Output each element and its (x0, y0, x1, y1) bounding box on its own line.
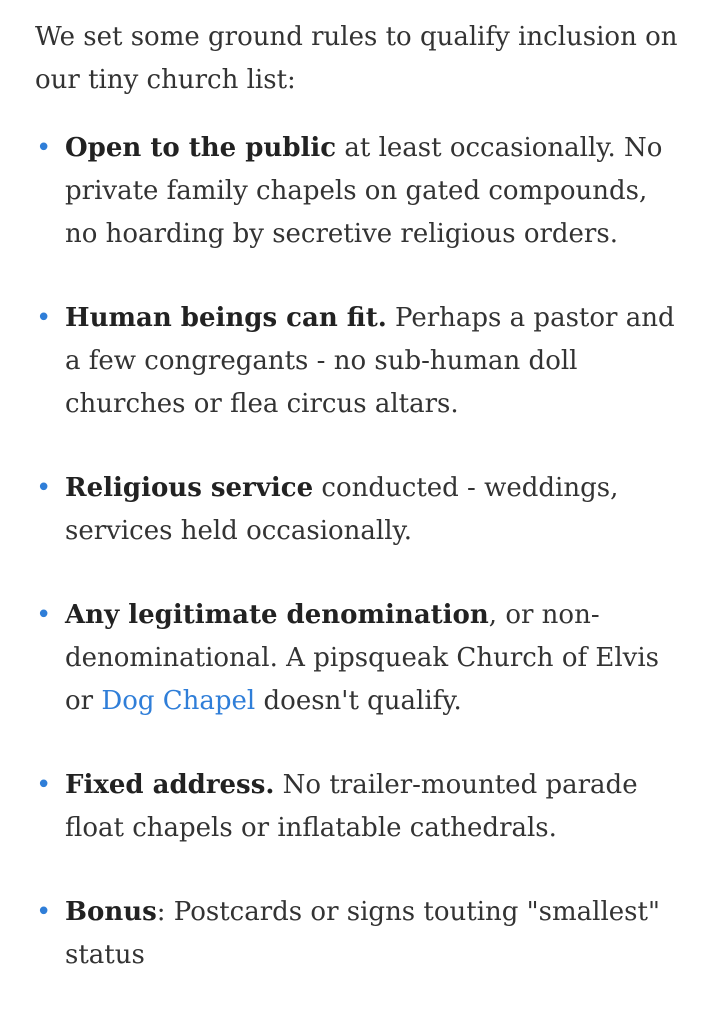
rule-title: Human beings can fit. (65, 303, 387, 333)
dog-chapel-link[interactable]: Dog Chapel (101, 686, 256, 716)
bullet-icon: • (36, 303, 52, 333)
list-item (35, 127, 685, 256)
rule-title: Open to the public (65, 133, 337, 163)
ground-rules-list (35, 127, 685, 977)
rule-text: No trailer-mounted parade float chapels or inflatable cathedrals. (65, 770, 638, 843)
bullet-icon: • (36, 133, 52, 163)
rule-text: : Postcards or signs touting "smallest" status (65, 897, 660, 970)
rule-title: Religious service (65, 473, 314, 503)
rule-text: , or non-denominational. A pipsqueak Church of Elvis or (65, 600, 660, 716)
rule-title: Fixed address. (65, 770, 275, 800)
list-item (35, 891, 685, 977)
rule-text-after-link: doesn't qualify. (255, 686, 462, 716)
rule-text: conducted - weddings, services held occasionally. (65, 473, 619, 546)
intro-paragraph: We set some ground rules to qualify inclusion on our tiny church list: (35, 22, 678, 95)
rule-title: Any legitimate denomination (65, 600, 489, 630)
article-body (35, 16, 685, 1018)
rule-text: Perhaps a pastor and a few congregants - no sub-human doll churches or flea circus altars. (65, 303, 675, 419)
bullet-icon: • (36, 897, 52, 927)
rule-text: at least occasionally. No private family chapels on gated compounds, no hoarding by secretive religious orders. (65, 133, 663, 249)
list-item (35, 764, 685, 850)
bullet-icon: • (36, 600, 52, 630)
rule-title: Bonus (65, 897, 157, 927)
list-item (35, 297, 685, 426)
bullet-icon: • (36, 770, 52, 800)
bullet-icon: • (36, 473, 52, 503)
list-item (35, 594, 685, 723)
list-item (35, 467, 685, 553)
